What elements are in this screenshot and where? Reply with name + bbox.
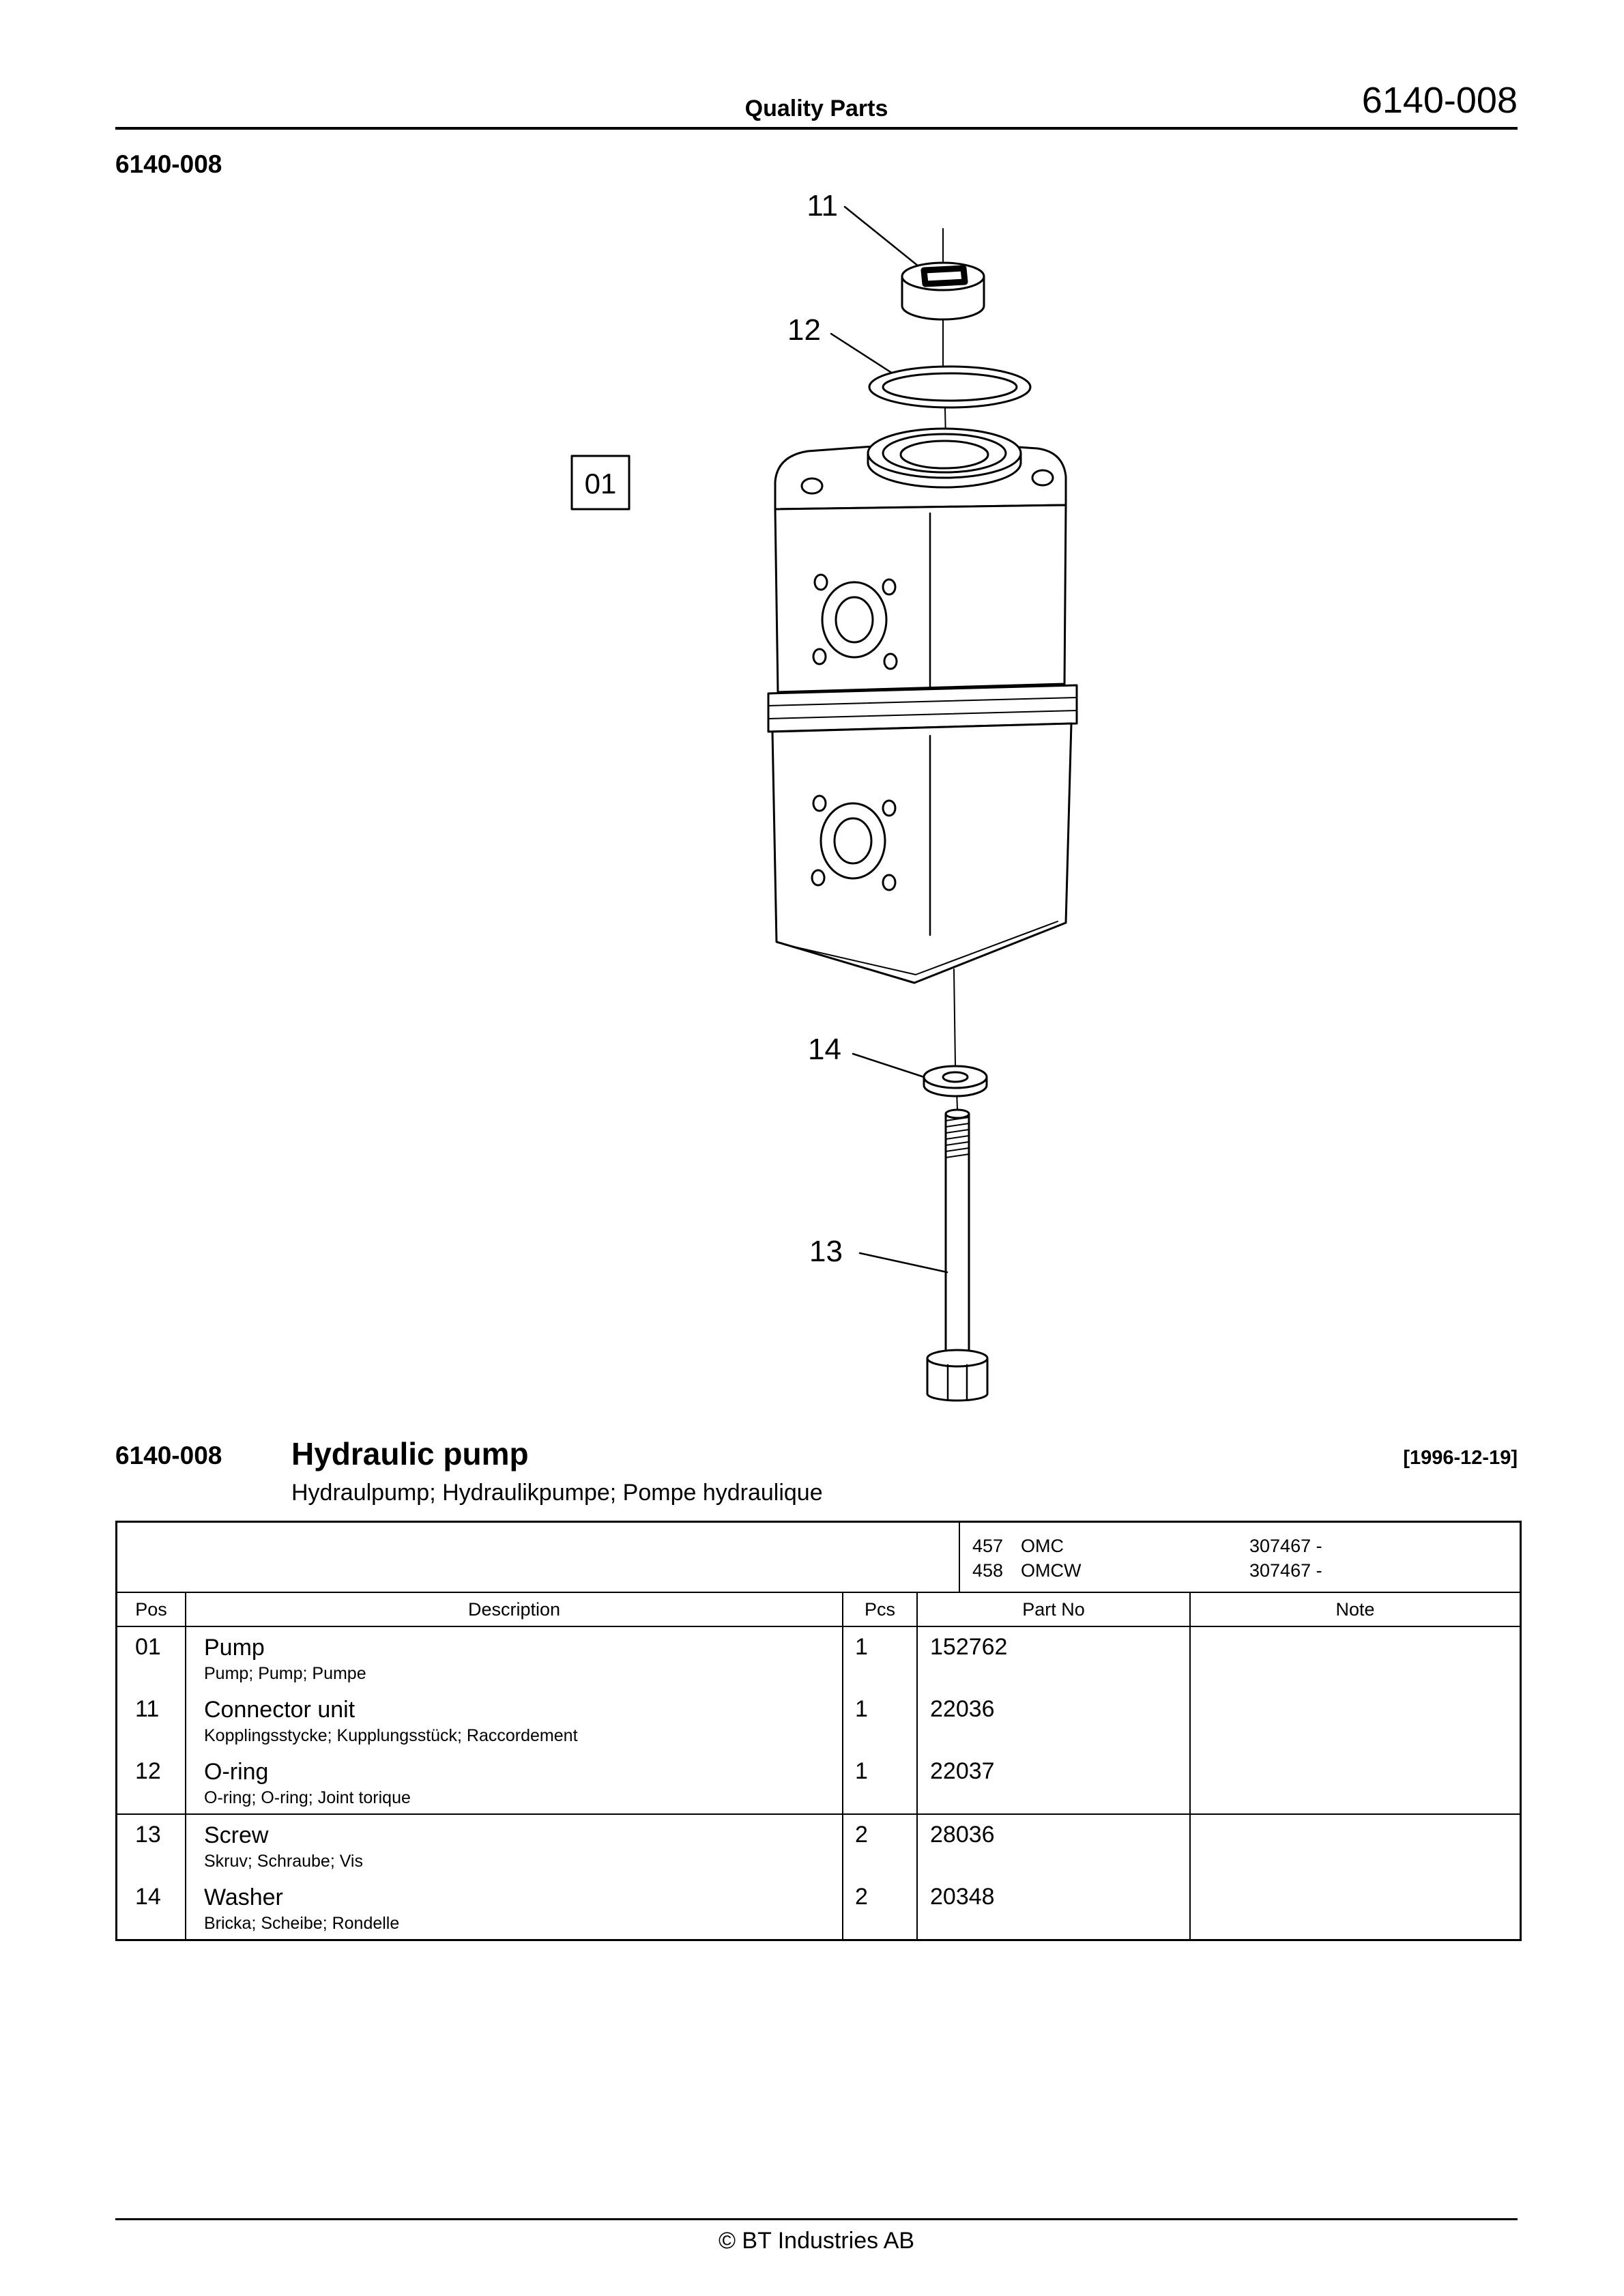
model-serial: 307467 - bbox=[1249, 1536, 1322, 1556]
description-translations: Pump; Pump; Pumpe bbox=[204, 1664, 366, 1683]
description-main: Connector unit bbox=[204, 1697, 356, 1723]
part-no-cell: 28036 bbox=[918, 1815, 1191, 1877]
model-name: OMCW bbox=[1021, 1560, 1082, 1581]
connector-unit-drawing bbox=[902, 263, 984, 319]
doc-number: 6140-008 bbox=[1361, 80, 1518, 121]
title-block-number: 6140-008 bbox=[115, 1441, 222, 1469]
column-header-part-no: Part No bbox=[918, 1593, 1191, 1626]
table-row bbox=[117, 1627, 1520, 1689]
parts-table bbox=[115, 1521, 1522, 1941]
description-main: Pump bbox=[204, 1635, 265, 1661]
column-header-description: Description bbox=[186, 1593, 843, 1626]
pos-cell: 11 bbox=[117, 1689, 186, 1751]
note-cell bbox=[1191, 1751, 1520, 1813]
description-main: Washer bbox=[204, 1884, 283, 1910]
pump-body-drawing bbox=[768, 429, 1077, 983]
note-cell bbox=[1191, 1689, 1520, 1751]
pos-cell: 01 bbox=[117, 1627, 186, 1689]
table-row bbox=[117, 1689, 1520, 1751]
page-title: Hydraulic pump bbox=[291, 1436, 529, 1472]
column-header-pos: Pos bbox=[117, 1593, 186, 1626]
pcs-cell: 1 bbox=[843, 1627, 918, 1689]
description-translations: Skruv; Schraube; Vis bbox=[204, 1852, 363, 1871]
model-lines bbox=[972, 1534, 1322, 1583]
model-row bbox=[972, 1534, 1322, 1558]
footer-rule bbox=[115, 2218, 1518, 2220]
note-cell bbox=[1191, 1815, 1520, 1877]
callout-12: 12 bbox=[787, 313, 821, 347]
column-header-note: Note bbox=[1335, 1598, 1375, 1620]
washer-drawing bbox=[924, 1066, 987, 1096]
model-code: 458 bbox=[972, 1560, 1004, 1581]
table-row bbox=[117, 1877, 1520, 1939]
description-translations: Kopplingsstycke; Kupplungsstück; Raccordement bbox=[204, 1726, 578, 1745]
part-no-cell: 20348 bbox=[918, 1877, 1191, 1939]
callout-01-box bbox=[572, 456, 629, 509]
pcs-cell: 2 bbox=[843, 1877, 918, 1939]
callout-11: 11 bbox=[807, 189, 838, 223]
part-no-cell: 152762 bbox=[918, 1627, 1191, 1689]
note-cell bbox=[1191, 1627, 1520, 1689]
part-no-cell: 22036 bbox=[918, 1689, 1191, 1751]
pos-cell: 12 bbox=[117, 1751, 186, 1813]
column-header-pcs: Pcs bbox=[843, 1593, 918, 1626]
description-cell bbox=[186, 1627, 843, 1689]
pcs-cell: 1 bbox=[843, 1689, 918, 1751]
model-row bbox=[972, 1558, 1322, 1583]
description-main: Screw bbox=[204, 1822, 269, 1848]
model-serial: 307467 - bbox=[1249, 1560, 1322, 1581]
leader-13 bbox=[860, 1253, 947, 1272]
copyright: © BT Industries AB bbox=[718, 2228, 915, 2254]
model-name: OMC bbox=[1021, 1536, 1064, 1556]
description-cell bbox=[186, 1689, 843, 1751]
note-cell bbox=[1191, 1877, 1520, 1939]
callout-01: 01 bbox=[584, 468, 617, 500]
table-header-row bbox=[117, 1593, 1520, 1627]
section-number: 6140-008 bbox=[115, 150, 222, 178]
callout-13: 13 bbox=[809, 1235, 843, 1268]
quality-parts-title: Quality Parts bbox=[744, 96, 888, 121]
leader-11 bbox=[845, 207, 918, 266]
page-subtitle: Hydraulpump; Hydraulikpumpe; Pompe hydraulique bbox=[291, 1480, 823, 1506]
description-cell bbox=[186, 1751, 843, 1813]
description-translations: Bricka; Scheibe; Rondelle bbox=[204, 1914, 400, 1933]
pcs-cell: 2 bbox=[843, 1815, 918, 1877]
revision-date: [1996-12-19] bbox=[1403, 1447, 1518, 1469]
pcs-cell: 1 bbox=[843, 1751, 918, 1813]
description-cell bbox=[186, 1815, 843, 1877]
model-variants-box bbox=[117, 1523, 1520, 1593]
part-no-cell: 22037 bbox=[918, 1751, 1191, 1813]
table-row bbox=[117, 1751, 1520, 1813]
pos-cell: 13 bbox=[117, 1815, 186, 1877]
description-cell bbox=[186, 1877, 843, 1939]
description-translations: O-ring; O-ring; Joint torique bbox=[204, 1788, 411, 1807]
screw-drawing bbox=[927, 1110, 987, 1401]
model-box-divider bbox=[959, 1523, 960, 1592]
leader-14 bbox=[853, 1054, 924, 1077]
model-code: 457 bbox=[972, 1536, 1004, 1556]
description-main: O-ring bbox=[204, 1759, 269, 1785]
table-row bbox=[117, 1813, 1520, 1877]
callout-14: 14 bbox=[808, 1033, 841, 1066]
pos-cell: 14 bbox=[117, 1877, 186, 1939]
o-ring-drawing bbox=[869, 367, 1030, 407]
